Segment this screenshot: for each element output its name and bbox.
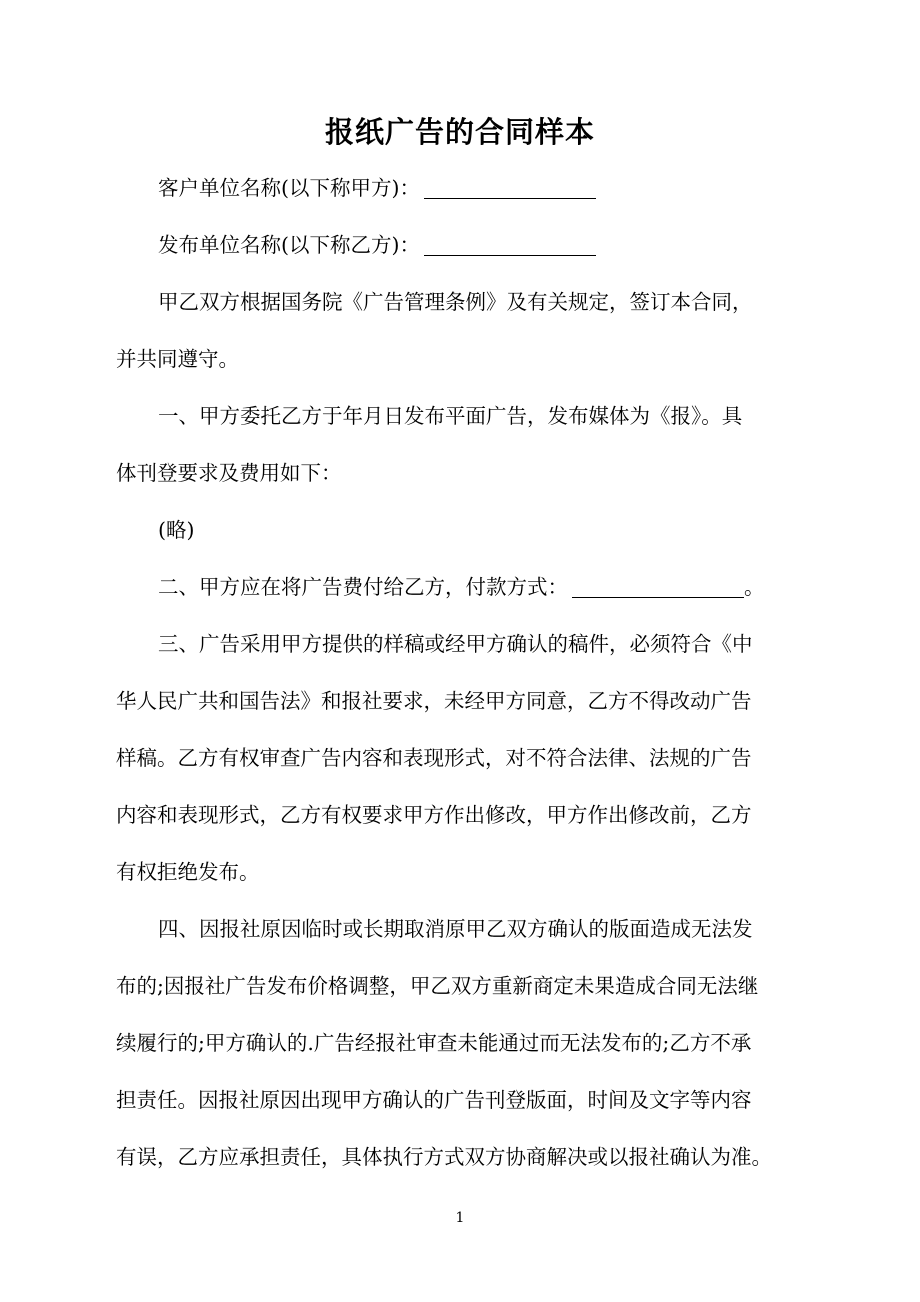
client-label: 客户单位名称(以下称甲方)：	[158, 176, 420, 200]
payment-blank-line	[572, 575, 744, 598]
clause-2-end: 。	[744, 575, 765, 599]
publisher-field	[116, 217, 788, 274]
clause-3-line-5: 有权拒绝发布。	[116, 860, 260, 884]
clause-3-line-1: 三、广告采用甲方提供的样稿或经甲方确认的稿件，必须符合《中	[158, 632, 753, 656]
clause-3-line-4: 内容和表现形式，乙方有权要求甲方作出修改，甲方作出修改前，乙方	[116, 803, 752, 827]
document-body	[116, 160, 788, 1186]
clause-2-text: 二、甲方应在将广告费付给乙方，付款方式：	[158, 575, 568, 599]
clause-4-line-5: 有误，乙方应承担责任，具体执行方式双方协商解决或以报社确认为准。	[116, 1145, 772, 1169]
client-field	[116, 160, 788, 217]
clause-3-line-2: 华人民广共和国告法》和报社要求，未经甲方同意，乙方不得改动广告	[116, 689, 752, 713]
clause-4-line-1: 四、因报社原因临时或长期取消原甲乙双方确认的版面造成无法发	[158, 917, 753, 941]
publisher-blank-line	[424, 233, 596, 256]
clause-4-line-2: 布的;因报社广告发布价格调整，甲乙双方重新商定未果造成合同无法继	[116, 974, 759, 998]
clause-3	[116, 616, 788, 901]
client-blank-line	[424, 176, 596, 199]
page-number: 1	[455, 1210, 465, 1226]
intro-line-1: 甲乙双方根据国务院《广告管理条例》及有关规定，签订本合同，	[158, 290, 753, 314]
clause-1	[116, 388, 788, 502]
clause-2	[116, 559, 788, 616]
document-title: 报纸广告的合同样本	[324, 115, 595, 149]
clause-1-line-1: 一、甲方委托乙方于年月日发布平面广告，发布媒体为《报》。具	[158, 404, 743, 428]
publisher-label: 发布单位名称(以下称乙方)：	[158, 233, 420, 257]
clause-1-line-2: 体刊登要求及费用如下：	[116, 461, 342, 485]
clause-3-line-3: 样稿。乙方有权审查广告内容和表现形式，对不符合法律、法规的广告	[116, 746, 752, 770]
clause-4	[116, 901, 788, 1186]
clause-4-line-4: 担责任。因报社原因出现甲方确认的广告刊登版面，时间及文字等内容	[116, 1088, 752, 1112]
intro-line-2: 并共同遵守。	[116, 347, 239, 371]
intro-paragraph	[116, 274, 788, 388]
clause-4-line-3: 续履行的;甲方确认的.广告经报社审查未能通过而无法发布的;乙方不承	[116, 1031, 752, 1055]
omitted-note: (略)	[158, 518, 195, 542]
